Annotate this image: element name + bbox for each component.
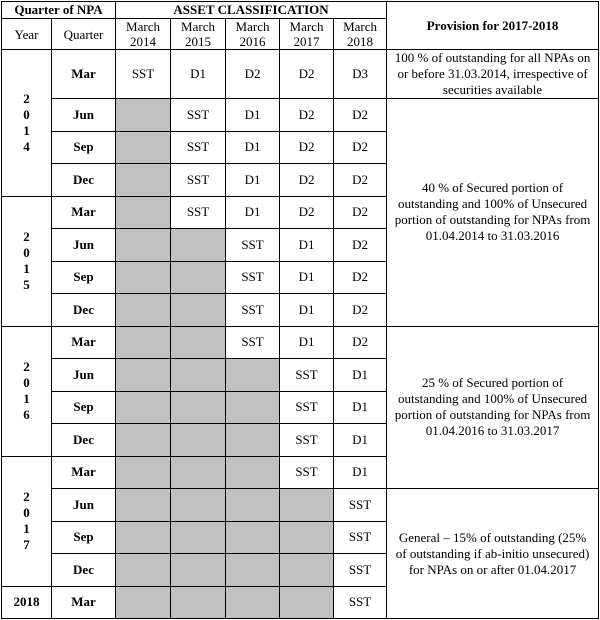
shaded-cell bbox=[116, 261, 171, 294]
shaded-cell bbox=[116, 391, 171, 424]
classification-cell: D1 bbox=[280, 261, 334, 294]
year-digit: 1 bbox=[23, 261, 30, 276]
march-column-heading-line: March bbox=[126, 19, 160, 34]
classification-cell: D1 bbox=[226, 131, 280, 164]
quarter-cell: Jun bbox=[52, 489, 116, 522]
classification-cell: D1 bbox=[334, 456, 387, 489]
shaded-cell bbox=[116, 456, 171, 489]
shaded-cell bbox=[226, 521, 280, 554]
shaded-cell bbox=[226, 489, 280, 522]
shaded-cell bbox=[116, 196, 171, 229]
quarter-of-npa-heading: Quarter of NPA bbox=[2, 2, 116, 19]
shaded-cell bbox=[280, 489, 334, 522]
quarter-cell: Jun bbox=[52, 229, 116, 262]
quarter-cell: Dec bbox=[52, 424, 116, 457]
shaded-cell bbox=[171, 391, 226, 424]
provision-cell: 25 % of Secured portion of outstanding and 100% of Unsecured portion of outstanding for NPAs from 01.04.2016 to 31.03.2017 bbox=[387, 326, 599, 489]
year-cell bbox=[2, 196, 52, 326]
classification-cell: SST bbox=[171, 164, 226, 197]
shaded-cell bbox=[280, 554, 334, 587]
shaded-cell bbox=[226, 359, 280, 392]
classification-cell: D3 bbox=[334, 50, 387, 99]
shaded-cell bbox=[280, 521, 334, 554]
quarter-cell: Mar bbox=[52, 326, 116, 359]
march-column-heading bbox=[280, 19, 334, 50]
year-digit: 6 bbox=[23, 407, 30, 422]
quarter-cell: Sep bbox=[52, 131, 116, 164]
march-column-heading-line: 2014 bbox=[130, 34, 157, 49]
march-column-heading-line: 2016 bbox=[239, 34, 266, 49]
year-digit: 2 bbox=[23, 489, 30, 504]
classification-cell: D2 bbox=[226, 50, 280, 99]
quarter-cell: Sep bbox=[52, 391, 116, 424]
year-digit: 0 bbox=[23, 375, 30, 390]
classification-cell: SST bbox=[334, 586, 387, 619]
shaded-cell bbox=[171, 326, 226, 359]
shaded-cell bbox=[171, 521, 226, 554]
shaded-cell bbox=[171, 261, 226, 294]
quarter-cell: Jun bbox=[52, 359, 116, 392]
classification-cell: D2 bbox=[280, 164, 334, 197]
year-digit: 2 bbox=[23, 90, 30, 106]
shaded-cell bbox=[171, 554, 226, 587]
shaded-cell bbox=[171, 229, 226, 262]
shaded-cell bbox=[116, 164, 171, 197]
classification-cell: D1 bbox=[226, 164, 280, 197]
classification-cell: SST bbox=[171, 196, 226, 229]
shaded-cell bbox=[226, 391, 280, 424]
classification-cell: D1 bbox=[280, 326, 334, 359]
classification-cell: SST bbox=[280, 391, 334, 424]
quarter-cell: Dec bbox=[52, 164, 116, 197]
march-column-heading-line: March bbox=[181, 19, 215, 34]
march-column-heading bbox=[226, 19, 280, 50]
shaded-cell bbox=[116, 489, 171, 522]
shaded-cell bbox=[116, 424, 171, 457]
classification-cell: SST bbox=[116, 50, 171, 99]
npa-classification-table bbox=[1, 1, 599, 619]
classification-cell: D2 bbox=[334, 131, 387, 164]
shaded-cell bbox=[226, 586, 280, 619]
quarter-cell: Dec bbox=[52, 554, 116, 587]
year-digit: 4 bbox=[23, 138, 30, 154]
table-row bbox=[2, 326, 599, 359]
table-row bbox=[2, 99, 599, 132]
shaded-cell bbox=[171, 294, 226, 327]
classification-cell: SST bbox=[226, 229, 280, 262]
shaded-cell bbox=[280, 586, 334, 619]
march-column-heading-line: 2017 bbox=[293, 34, 320, 49]
year-digit: 0 bbox=[23, 245, 30, 260]
quarter-column-heading: Quarter bbox=[52, 19, 116, 50]
quarter-cell: Dec bbox=[52, 294, 116, 327]
year-digit: 1 bbox=[23, 521, 30, 536]
classification-cell: D2 bbox=[334, 326, 387, 359]
shaded-cell bbox=[171, 424, 226, 457]
shaded-cell bbox=[226, 424, 280, 457]
classification-cell: SST bbox=[280, 424, 334, 457]
year-digit: 7 bbox=[23, 537, 30, 552]
march-column-heading bbox=[116, 19, 171, 50]
classification-cell: SST bbox=[334, 521, 387, 554]
quarter-cell: Mar bbox=[52, 586, 116, 619]
provision-cell: 100 % of outstanding for all NPAs on or before 31.03.2014, irrespective of securities available bbox=[387, 50, 599, 99]
march-column-heading-line: March bbox=[235, 19, 270, 34]
classification-cell: D2 bbox=[280, 99, 334, 132]
shaded-cell bbox=[171, 586, 226, 619]
year-digit: 2018 bbox=[13, 594, 40, 610]
shaded-cell bbox=[116, 294, 171, 327]
classification-cell: SST bbox=[334, 489, 387, 522]
shaded-cell bbox=[171, 456, 226, 489]
classification-cell: D2 bbox=[280, 50, 334, 99]
classification-cell: D2 bbox=[334, 294, 387, 327]
classification-cell: D2 bbox=[280, 131, 334, 164]
year-column-heading: Year bbox=[2, 19, 52, 50]
table-row bbox=[2, 50, 599, 99]
quarter-cell: Mar bbox=[52, 50, 116, 99]
asset-classification-heading: ASSET CLASSIFICATION bbox=[116, 2, 387, 19]
shaded-cell bbox=[171, 359, 226, 392]
classification-cell: D1 bbox=[334, 359, 387, 392]
march-column-heading-line: March bbox=[289, 19, 324, 34]
classification-cell: SST bbox=[280, 359, 334, 392]
year-cell bbox=[2, 326, 52, 456]
quarter-cell: Mar bbox=[52, 196, 116, 229]
classification-cell: SST bbox=[226, 294, 280, 327]
shaded-cell bbox=[116, 326, 171, 359]
classification-cell: D1 bbox=[334, 391, 387, 424]
quarter-cell: Mar bbox=[52, 456, 116, 489]
year-cell bbox=[2, 456, 52, 586]
shaded-cell bbox=[116, 359, 171, 392]
year-digit: 1 bbox=[23, 122, 30, 138]
year-digit: 0 bbox=[23, 505, 30, 520]
shaded-cell bbox=[226, 456, 280, 489]
year-digit: 2 bbox=[23, 359, 30, 374]
year-digit: 1 bbox=[23, 391, 30, 406]
classification-cell: SST bbox=[280, 456, 334, 489]
classification-cell: SST bbox=[226, 261, 280, 294]
year-digit: 5 bbox=[23, 277, 30, 292]
quarter-cell: Sep bbox=[52, 261, 116, 294]
classification-cell: SST bbox=[171, 131, 226, 164]
march-column-heading-line: 2015 bbox=[185, 34, 212, 49]
table-header bbox=[2, 2, 599, 50]
classification-cell: D2 bbox=[334, 164, 387, 197]
shaded-cell bbox=[116, 229, 171, 262]
classification-cell: D2 bbox=[334, 196, 387, 229]
classification-cell: D1 bbox=[334, 424, 387, 457]
shaded-cell bbox=[116, 131, 171, 164]
shaded-cell bbox=[116, 521, 171, 554]
year-cell bbox=[2, 50, 52, 197]
provision-cell: 40 % of Secured portion of outstanding and 100% of Unsecured portion of outstanding for NPAs from 01.04.2014 to 31.03.2016 bbox=[387, 99, 599, 327]
classification-cell: D2 bbox=[334, 261, 387, 294]
shaded-cell bbox=[116, 554, 171, 587]
classification-cell: D2 bbox=[280, 196, 334, 229]
classification-cell: D1 bbox=[280, 229, 334, 262]
year-cell bbox=[2, 586, 52, 619]
shaded-cell bbox=[226, 554, 280, 587]
classification-cell: D1 bbox=[280, 294, 334, 327]
year-digit: 0 bbox=[23, 106, 30, 122]
provision-heading: Provision for 2017-2018 bbox=[387, 2, 599, 50]
march-column-heading-line: 2018 bbox=[347, 34, 374, 49]
shaded-cell bbox=[116, 99, 171, 132]
classification-cell: D1 bbox=[226, 99, 280, 132]
classification-cell: D2 bbox=[334, 99, 387, 132]
classification-cell: D1 bbox=[226, 196, 280, 229]
march-column-heading bbox=[171, 19, 226, 50]
shaded-cell bbox=[116, 586, 171, 619]
shaded-cell bbox=[171, 489, 226, 522]
quarter-cell: Jun bbox=[52, 99, 116, 132]
year-digit: 2 bbox=[23, 229, 30, 244]
classification-cell: SST bbox=[226, 326, 280, 359]
table-body bbox=[2, 50, 599, 619]
classification-cell: D2 bbox=[334, 229, 387, 262]
march-column-heading bbox=[334, 19, 387, 50]
table-row bbox=[2, 489, 599, 522]
classification-cell: SST bbox=[171, 99, 226, 132]
classification-cell: D1 bbox=[171, 50, 226, 99]
provision-cell: General – 15% of outstanding (25% of outstanding if ab-initio unsecured) for NPAs on or after 01.04.2017 bbox=[387, 489, 599, 619]
march-column-heading-line: March bbox=[343, 19, 377, 34]
quarter-cell: Sep bbox=[52, 521, 116, 554]
classification-cell: SST bbox=[334, 554, 387, 587]
